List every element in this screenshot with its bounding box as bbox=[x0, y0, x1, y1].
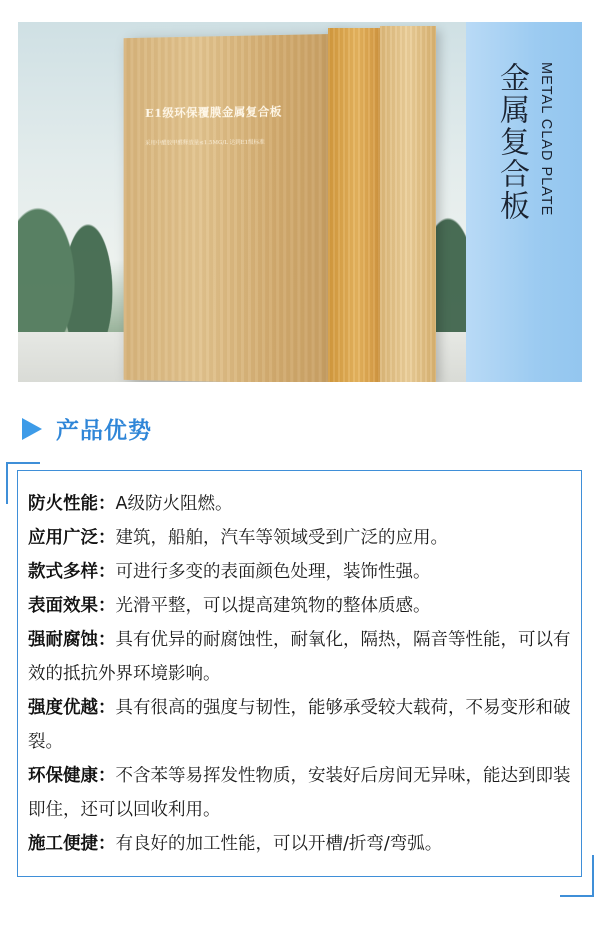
wood-panel-main bbox=[124, 34, 342, 382]
feature-text: A级防火阻燃。 bbox=[115, 494, 233, 514]
feature-label: 强度优越： bbox=[28, 698, 116, 718]
feature-label: 环保健康： bbox=[28, 766, 116, 786]
feature-text: 光滑平整，可以提高建筑物的整体质感。 bbox=[115, 596, 431, 616]
feature-item bbox=[28, 691, 578, 759]
feature-text: 具有很高的强度与韧性，能够承受较大载荷，不易变形和破裂。 bbox=[28, 698, 571, 752]
feature-item bbox=[28, 827, 578, 861]
hero-product-image bbox=[18, 22, 466, 382]
feature-item bbox=[28, 487, 578, 521]
feature-item bbox=[28, 759, 578, 827]
frame-corner-bottom-right bbox=[560, 855, 594, 897]
panel-subtitle: 采用中醋胶甲醛释放量≤1.5MG/L 达到E1级标准 bbox=[145, 139, 265, 147]
features-list bbox=[28, 487, 578, 861]
feature-label: 强耐腐蚀： bbox=[28, 630, 116, 650]
feature-label: 款式多样： bbox=[28, 562, 116, 582]
feature-text: 有良好的加工性能，可以开槽/折弯/弯弧。 bbox=[115, 834, 443, 854]
feature-label: 应用广泛： bbox=[28, 528, 116, 548]
feature-text: 具有优异的耐腐蚀性，耐氧化，隔热，隔音等性能，可以有效的抵抗外界环境影响。 bbox=[28, 630, 571, 684]
wood-panel-secondary bbox=[328, 28, 386, 382]
panel-title: E1级环保覆膜金属复合板 bbox=[145, 104, 282, 120]
feature-item bbox=[28, 589, 578, 623]
banner-title-cn: 金属复合板 bbox=[494, 62, 529, 222]
feature-text: 不含苯等易挥发性物质，安装好后房间无异味，能达到即装即住，还可以回收利用。 bbox=[28, 766, 571, 820]
feature-text: 可进行多变的表面颜色处理，装饰性强。 bbox=[115, 562, 431, 582]
feature-item bbox=[28, 555, 578, 589]
feature-label: 防火性能： bbox=[28, 494, 116, 514]
wood-panel-tertiary bbox=[380, 26, 436, 382]
banner-title-en: METAL CLAD PLATE bbox=[538, 62, 554, 217]
feature-text: 建筑，船舶，汽车等领域受到广泛的应用。 bbox=[115, 528, 448, 548]
section-title: 产品优势 bbox=[56, 418, 152, 444]
play-triangle-icon bbox=[22, 418, 42, 440]
feature-label: 表面效果： bbox=[28, 596, 116, 616]
feature-item bbox=[28, 623, 578, 691]
section-heading bbox=[22, 412, 322, 446]
feature-label: 施工便捷： bbox=[28, 834, 116, 854]
feature-item bbox=[28, 521, 578, 555]
